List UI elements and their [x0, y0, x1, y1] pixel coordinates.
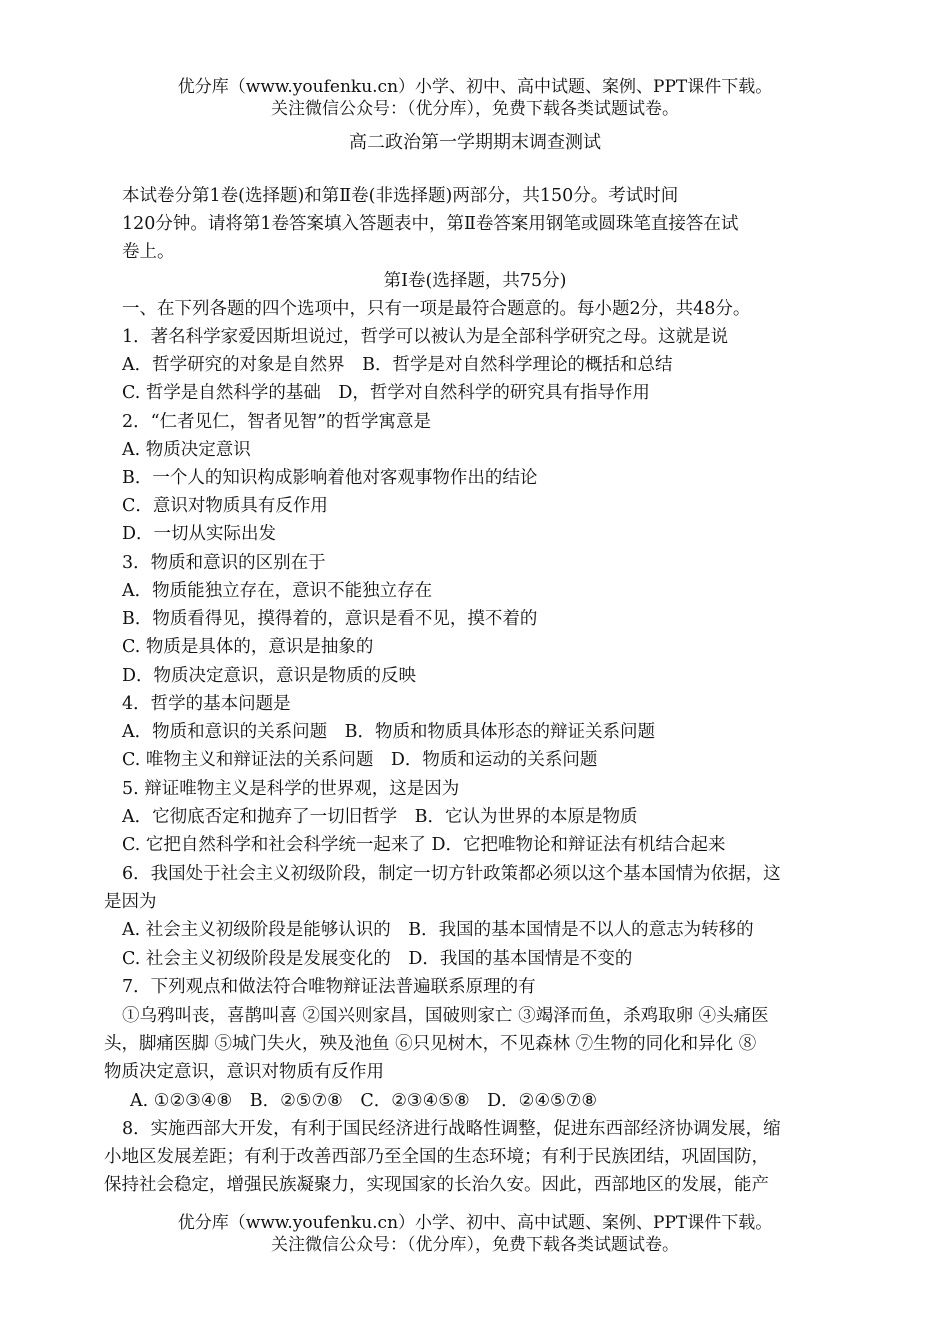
question-line: A. 社会主义初级阶段是能够认识的 B．我国的基本国情是不以人的意志为转移的: [122, 920, 754, 940]
question-line: B．一个人的知识构成影响着他对客观事物作出的结论: [122, 468, 538, 488]
question-line: D．物质决定意识，意识是物质的反映: [122, 666, 417, 686]
question-line: C. 社会主义初级阶段是发展变化的 D．我国的基本国情是不变的: [122, 949, 633, 969]
question-line: 2．“仁者见仁，智者见智”的哲学寓意是: [122, 412, 432, 432]
intro-line: 卷上。: [122, 242, 175, 262]
question-line: C．意识对物质具有反作用: [122, 496, 328, 516]
intro-line: 本试卷分第1卷(选择题)和第Ⅱ卷(非选择题)两部分，共150分。考试时间: [122, 186, 679, 206]
question-line: A．它彻底否定和抛弃了一切旧哲学 B．它认为世界的本原是物质: [122, 807, 638, 827]
header-line-2: 关注微信公众号：（优分库），免费下载各类试题试卷。: [271, 99, 679, 119]
question-line: 8．实施西部大开发，有利于国民经济进行战略性调整，促进东西部经济协调发展，缩: [122, 1119, 781, 1139]
question-line: 保持社会稳定，增强民族凝聚力，实现国家的长治久安。因此，西部地区的发展，能产: [104, 1175, 769, 1195]
question-line: C. 物质是具体的，意识是抽象的: [122, 637, 374, 657]
question-line: 头，脚痛医脚 ⑤城门失火，殃及池鱼 ⑥只见树木，不见森林 ⑦生物的同化和异化 ⑧: [104, 1034, 757, 1054]
question-line: C. 它把自然科学和社会科学统一起来了 D．它把唯物论和辩证法有机结合起来: [122, 835, 726, 855]
question-line: ①乌鸦叫丧，喜鹊叫喜 ②国兴则家昌，国破则家亡 ③竭泽而鱼，杀鸡取卵 ④头痛医: [122, 1006, 769, 1026]
question-line: 7．下列观点和做法符合唯物辩证法普遍联系原理的有: [122, 977, 536, 997]
question-line: 5. 辩证唯物主义是科学的世界观，这是因为: [122, 779, 460, 799]
footer-line-1: 优分库（www.youfenku.cn）小学、初中、高中试题、案例、PPT课件下载。: [177, 1213, 773, 1233]
header-line-1: 优分库（www.youfenku.cn）小学、初中、高中试题、案例、PPT课件下载。: [177, 77, 773, 97]
question-line: C. 哲学是自然科学的基础 D，哲学对自然科学的研究具有指导作用: [122, 383, 650, 403]
question-line: A．物质和意识的关系问题 B．物质和物质具体形态的辩证关系问题: [122, 722, 655, 742]
question-line: B．物质看得见，摸得着的，意识是看不见，摸不着的: [122, 609, 538, 629]
question-line: 1．著名科学家爱因斯坦说过，哲学可以被认为是全部科学研究之母。这就是说: [122, 327, 729, 347]
question-line: 是因为: [104, 892, 157, 912]
question-line: C. 唯物主义和辩证法的关系问题 D．物质和运动的关系问题: [122, 750, 598, 770]
document-title: 高二政治第一学期期末调查测试: [349, 132, 601, 153]
question-line: 4．哲学的基本问题是: [122, 694, 291, 714]
question-line: 3．物质和意识的区别在于: [122, 553, 326, 573]
question-line: 6．我国处于社会主义初级阶段，制定一切方针政策都必须以这个基本国情为依据，这: [122, 864, 781, 884]
question-line: A．物质能独立存在，意识不能独立存在: [122, 581, 433, 601]
question-line: A. 物质决定意识: [122, 440, 251, 460]
question-line: A. ①②③④⑧ B．②⑤⑦⑧ C．②③④⑤⑧ D．②④⑤⑦⑧: [130, 1091, 598, 1111]
question-line: 小地区发展差距；有利于改善西部乃至全国的生态环境；有利于民族团结，巩固国防，: [104, 1147, 769, 1167]
intro-line: 120分钟。请将第1卷答案填入答题表中，第Ⅱ卷答案用钢笔或圆珠笔直接答在试: [122, 214, 739, 234]
section-instruction: 一、在下列各题的四个选项中，只有一项是最符合题意的。每小题2分，共48分。: [122, 299, 751, 319]
question-line: D．一切从实际出发: [122, 524, 277, 544]
question-line: A．哲学研究的对象是自然界 B．哲学是对自然科学理论的概括和总结: [122, 355, 673, 375]
section-title: 第I卷(选择题，共75分): [383, 271, 567, 291]
footer-line-2: 关注微信公众号：（优分库），免费下载各类试题试卷。: [271, 1235, 679, 1255]
question-line: 物质决定意识，意识对物质有反作用: [104, 1062, 384, 1082]
